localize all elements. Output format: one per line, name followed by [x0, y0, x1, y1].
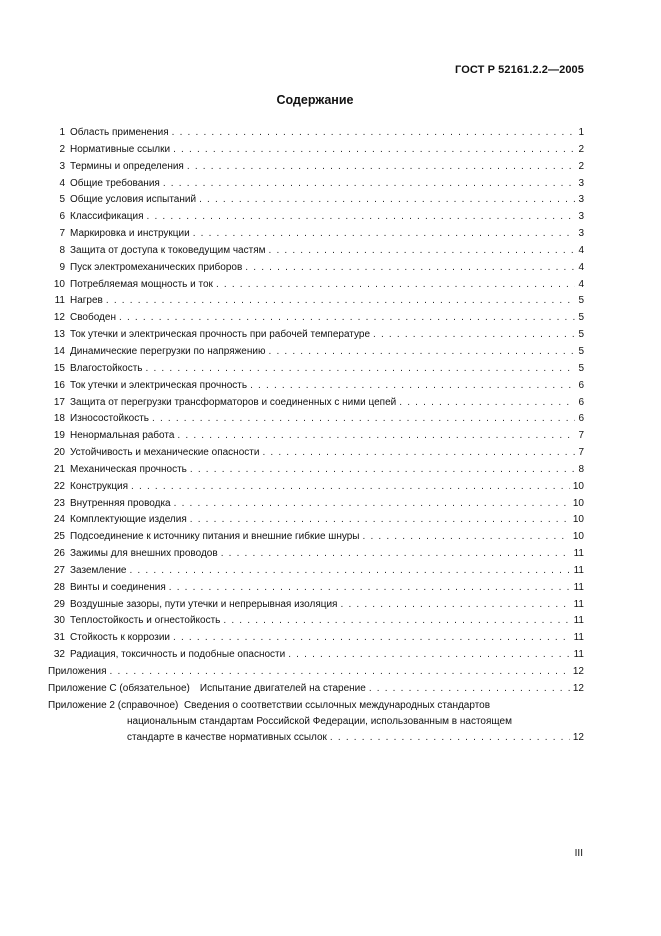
- toc-entry-title: Свободен: [70, 312, 116, 324]
- toc-entry-page: 6: [578, 379, 584, 391]
- toc-entry-title: Влагостойкость: [70, 362, 143, 374]
- toc-entry-number: 13: [53, 329, 65, 341]
- toc-entry-number: 6: [59, 211, 65, 223]
- toc-entry-number: 24: [53, 514, 65, 526]
- toc-entry-title: Общие требования: [70, 177, 160, 189]
- toc-entry-page: 4: [578, 244, 584, 256]
- toc-entry-page: 5: [578, 295, 584, 307]
- leader-dots: [199, 192, 575, 209]
- toc-entry-title: Область применения: [70, 127, 169, 138]
- appendix-2-label: Приложение 2 (справочное): [48, 699, 179, 711]
- toc-entry-page: 6: [578, 413, 584, 425]
- leader-dots: [129, 563, 570, 580]
- toc-entry[interactable]: [48, 546, 584, 563]
- toc-entry[interactable]: [48, 243, 584, 260]
- toc-entry[interactable]: [48, 226, 584, 243]
- leader-dots: [330, 730, 570, 746]
- leader-dots: [268, 243, 575, 260]
- appendix-2-title-line2: национальным стандартам Российской Федерации, использованным в настоящем: [127, 715, 512, 727]
- toc-entry[interactable]: [48, 125, 584, 142]
- toc-entry-number: 30: [53, 615, 65, 627]
- appendix-2-row[interactable]: [48, 698, 584, 747]
- appendices-heading: Приложения: [48, 666, 107, 677]
- toc-entry-page: 11: [573, 598, 584, 610]
- toc-entry[interactable]: [48, 327, 584, 344]
- leader-dots: [172, 125, 576, 142]
- toc-entry[interactable]: [48, 176, 584, 193]
- toc-entry-page: 11: [573, 649, 584, 661]
- toc-entry[interactable]: [48, 395, 584, 412]
- toc-entry-title: Воздушные зазоры, пути утечки и непрерывная изоляция: [70, 598, 338, 610]
- toc-entry-page: 3: [578, 177, 584, 189]
- toc-entry-number: 16: [53, 379, 65, 391]
- toc-entry-page: 2: [578, 160, 584, 172]
- toc-entry-title: Нагрев: [70, 295, 103, 307]
- toc-entry-title: Термины и определения: [70, 160, 184, 172]
- toc-entry-page: 3: [578, 211, 584, 223]
- toc-entry-page: 4: [578, 278, 584, 290]
- toc-entry[interactable]: [48, 209, 584, 226]
- toc-list: [48, 125, 584, 664]
- leader-dots: [190, 462, 576, 479]
- toc-entry-page: 5: [578, 312, 584, 324]
- toc-entry[interactable]: [48, 496, 584, 513]
- leader-dots: [245, 260, 575, 277]
- toc-entry[interactable]: [48, 361, 584, 378]
- toc-entry[interactable]: [48, 378, 584, 395]
- leader-dots: [169, 580, 571, 597]
- toc-entry-page: 7: [578, 430, 584, 442]
- toc-entry-page: 3: [578, 228, 584, 240]
- toc-entry-number: 20: [53, 447, 65, 459]
- appendix-2-title-line3: стандарте в качестве нормативных ссылок: [127, 732, 327, 744]
- leader-dots: [268, 344, 575, 361]
- toc-entry[interactable]: [48, 310, 584, 327]
- toc-entry-title: Винты и соединения: [70, 581, 166, 593]
- toc-entry[interactable]: [48, 630, 584, 647]
- toc-entry[interactable]: [48, 597, 584, 614]
- document-code: ГОСТ Р 52161.2.2—2005: [455, 64, 584, 76]
- toc-entry-title: Конструкция: [70, 480, 129, 492]
- toc-entry-title: Динамические перегрузки по напряжению: [70, 345, 266, 357]
- toc-entry[interactable]: [48, 159, 584, 176]
- leader-dots: [262, 445, 575, 462]
- leader-dots: [106, 293, 576, 310]
- toc-entry-number: 14: [53, 345, 65, 357]
- toc-entry[interactable]: [48, 293, 584, 310]
- toc-entry-page: 10: [572, 497, 584, 509]
- toc-entry-title: Маркировка и инструкции: [70, 228, 190, 240]
- leader-dots: [110, 664, 570, 681]
- toc-entry-page: 3: [578, 194, 584, 206]
- toc-entry-number: 25: [53, 531, 65, 543]
- toc-entry[interactable]: [48, 613, 584, 630]
- toc-entry-page: 8: [578, 463, 584, 475]
- toc-entry[interactable]: [48, 563, 584, 580]
- toc-entry-number: 29: [53, 598, 65, 610]
- leader-dots: [216, 277, 576, 294]
- toc-entry-title: Механическая прочность: [70, 463, 187, 475]
- leader-dots: [174, 496, 570, 513]
- toc-entry-page: 11: [573, 564, 584, 576]
- toc-entry-title: Подсоединение к источнику питания и внешние гибкие шнуры: [70, 531, 360, 543]
- toc-entry-number: 18: [53, 413, 65, 425]
- toc-entry[interactable]: [48, 344, 584, 361]
- toc-entry-page: 6: [578, 396, 584, 408]
- toc-entry-title: Защита от перегрузки трансформаторов и соединенных с ними цепей: [70, 396, 397, 408]
- toc-entry-title: Устойчивость и механические опасности: [70, 447, 260, 459]
- toc-entry-number: 8: [59, 244, 65, 256]
- leader-dots: [399, 395, 575, 412]
- appendix-c-title: Испытание двигателей на старение: [199, 682, 366, 694]
- toc-entry[interactable]: [48, 479, 584, 496]
- toc-entry-number: 32: [53, 649, 65, 661]
- toc-entry-number: 5: [59, 194, 65, 206]
- toc-entry-page: 11: [573, 548, 584, 560]
- page-number: III: [574, 848, 583, 859]
- toc-entry[interactable]: [48, 142, 584, 159]
- toc-entry-page: 10: [572, 531, 584, 543]
- leader-dots: [163, 176, 576, 193]
- appendix-2-title-line1: Сведения о соответствии ссылочных международных стандартов: [183, 699, 491, 711]
- toc-entry-title: Заземление: [70, 564, 127, 576]
- leader-dots: [131, 479, 570, 496]
- toc-entry-page: 5: [578, 329, 584, 341]
- toc-entry-title: Классификация: [70, 211, 144, 223]
- appendix-c-label: Приложение С (обязательное): [48, 682, 190, 694]
- toc-entry-page: 11: [573, 615, 584, 627]
- toc-entry[interactable]: [48, 580, 584, 597]
- leader-dots: [177, 428, 575, 445]
- toc-entry-title: Пуск электромеханических приборов: [70, 261, 243, 273]
- appendix-c-page: 12: [572, 682, 584, 694]
- appendices-heading-row[interactable]: [48, 664, 584, 681]
- toc-entry[interactable]: [48, 428, 584, 445]
- toc-entry-number: 1: [59, 127, 65, 138]
- toc-entry[interactable]: [48, 260, 584, 277]
- leader-dots: [187, 159, 576, 176]
- toc-entry[interactable]: [48, 647, 584, 664]
- toc-entry-number: 23: [53, 497, 65, 509]
- toc-entry-page: 1: [578, 127, 584, 138]
- toc-entry-title: Ток утечки и электрическая прочность при рабочей температуре: [70, 329, 371, 341]
- leader-dots: [119, 310, 575, 327]
- toc-entry-title: Износостойкость: [70, 413, 149, 425]
- toc-entry-title: Теплостойкость и огнестойкость: [70, 615, 221, 627]
- toc-entry-page: 2: [578, 143, 584, 155]
- toc-entry-page: 5: [578, 345, 584, 357]
- toc-entry-title: Нормативные ссылки: [70, 143, 171, 155]
- leader-dots: [288, 647, 570, 664]
- toc-entry-title: Стойкость к коррозии: [70, 632, 170, 644]
- toc-entry[interactable]: [48, 411, 584, 428]
- toc-entry-page: 11: [573, 581, 584, 593]
- toc-entry[interactable]: [48, 192, 584, 209]
- toc-entry[interactable]: [48, 277, 584, 294]
- toc-entry-title: Внутренняя проводка: [70, 497, 171, 509]
- toc-entry-number: 12: [53, 312, 65, 324]
- leader-dots: [173, 142, 575, 159]
- toc-entry[interactable]: [48, 512, 584, 529]
- toc-entry[interactable]: [48, 445, 584, 462]
- toc-entry-title: Общие условия испытаний: [70, 194, 197, 206]
- toc-entry-number: 27: [53, 564, 65, 576]
- leader-dots: [190, 512, 570, 529]
- toc-entry-page: 4: [578, 261, 584, 273]
- toc-entry-title: Потребляемая мощность и ток: [70, 278, 213, 290]
- toc-entry-title: Комплектующие изделия: [70, 514, 187, 526]
- leader-dots: [223, 613, 570, 630]
- toc-entry-number: 21: [53, 463, 65, 475]
- appendices-heading-page: 12: [572, 666, 584, 677]
- page-title: Содержание: [276, 93, 354, 107]
- toc-entry-number: 26: [53, 548, 65, 560]
- table-of-contents: [48, 125, 584, 746]
- toc-entry-title: Защита от доступа к токоведущим частям: [70, 244, 266, 256]
- leader-dots: [221, 546, 571, 563]
- leader-dots: [369, 681, 570, 698]
- toc-entry-number: 10: [53, 278, 65, 290]
- toc-entry-number: 17: [53, 396, 65, 408]
- toc-entry-page: 7: [578, 447, 584, 459]
- appendix-c-row[interactable]: [48, 681, 584, 698]
- leader-dots: [146, 361, 576, 378]
- toc-entry-page: 5: [578, 362, 584, 374]
- leader-dots: [362, 529, 569, 546]
- toc-entry-title: Ток утечки и электрическая прочность: [70, 379, 248, 391]
- toc-entry-number: 22: [53, 480, 65, 492]
- toc-entry-number: 4: [59, 177, 65, 189]
- leader-dots: [373, 327, 575, 344]
- toc-entry-title: Ненормальная работа: [70, 430, 175, 442]
- appendix-2-page: 12: [572, 732, 584, 744]
- toc-entry-title: Зажимы для внешних проводов: [70, 548, 218, 560]
- toc-entry-number: 2: [59, 143, 65, 155]
- leader-dots: [173, 630, 571, 647]
- leader-dots: [193, 226, 576, 243]
- toc-entry[interactable]: [48, 529, 584, 546]
- toc-entry-page: 10: [572, 514, 584, 526]
- toc-entry-title: Радиация, токсичность и подобные опасности: [70, 649, 286, 661]
- leader-dots: [250, 378, 575, 395]
- toc-entry-number: 11: [54, 295, 65, 307]
- toc-entry-number: 3: [59, 160, 65, 172]
- toc-entry-number: 9: [59, 261, 65, 273]
- toc-entry[interactable]: [48, 462, 584, 479]
- toc-entry-number: 15: [53, 362, 65, 374]
- leader-dots: [152, 411, 575, 428]
- leader-dots: [340, 597, 570, 614]
- toc-entry-page: 11: [573, 632, 584, 644]
- toc-entry-number: 19: [53, 430, 65, 442]
- toc-entry-page: 10: [572, 480, 584, 492]
- toc-entry-number: 7: [59, 228, 65, 240]
- toc-entry-number: 28: [53, 581, 65, 593]
- toc-entry-number: 31: [53, 632, 65, 644]
- leader-dots: [147, 209, 576, 226]
